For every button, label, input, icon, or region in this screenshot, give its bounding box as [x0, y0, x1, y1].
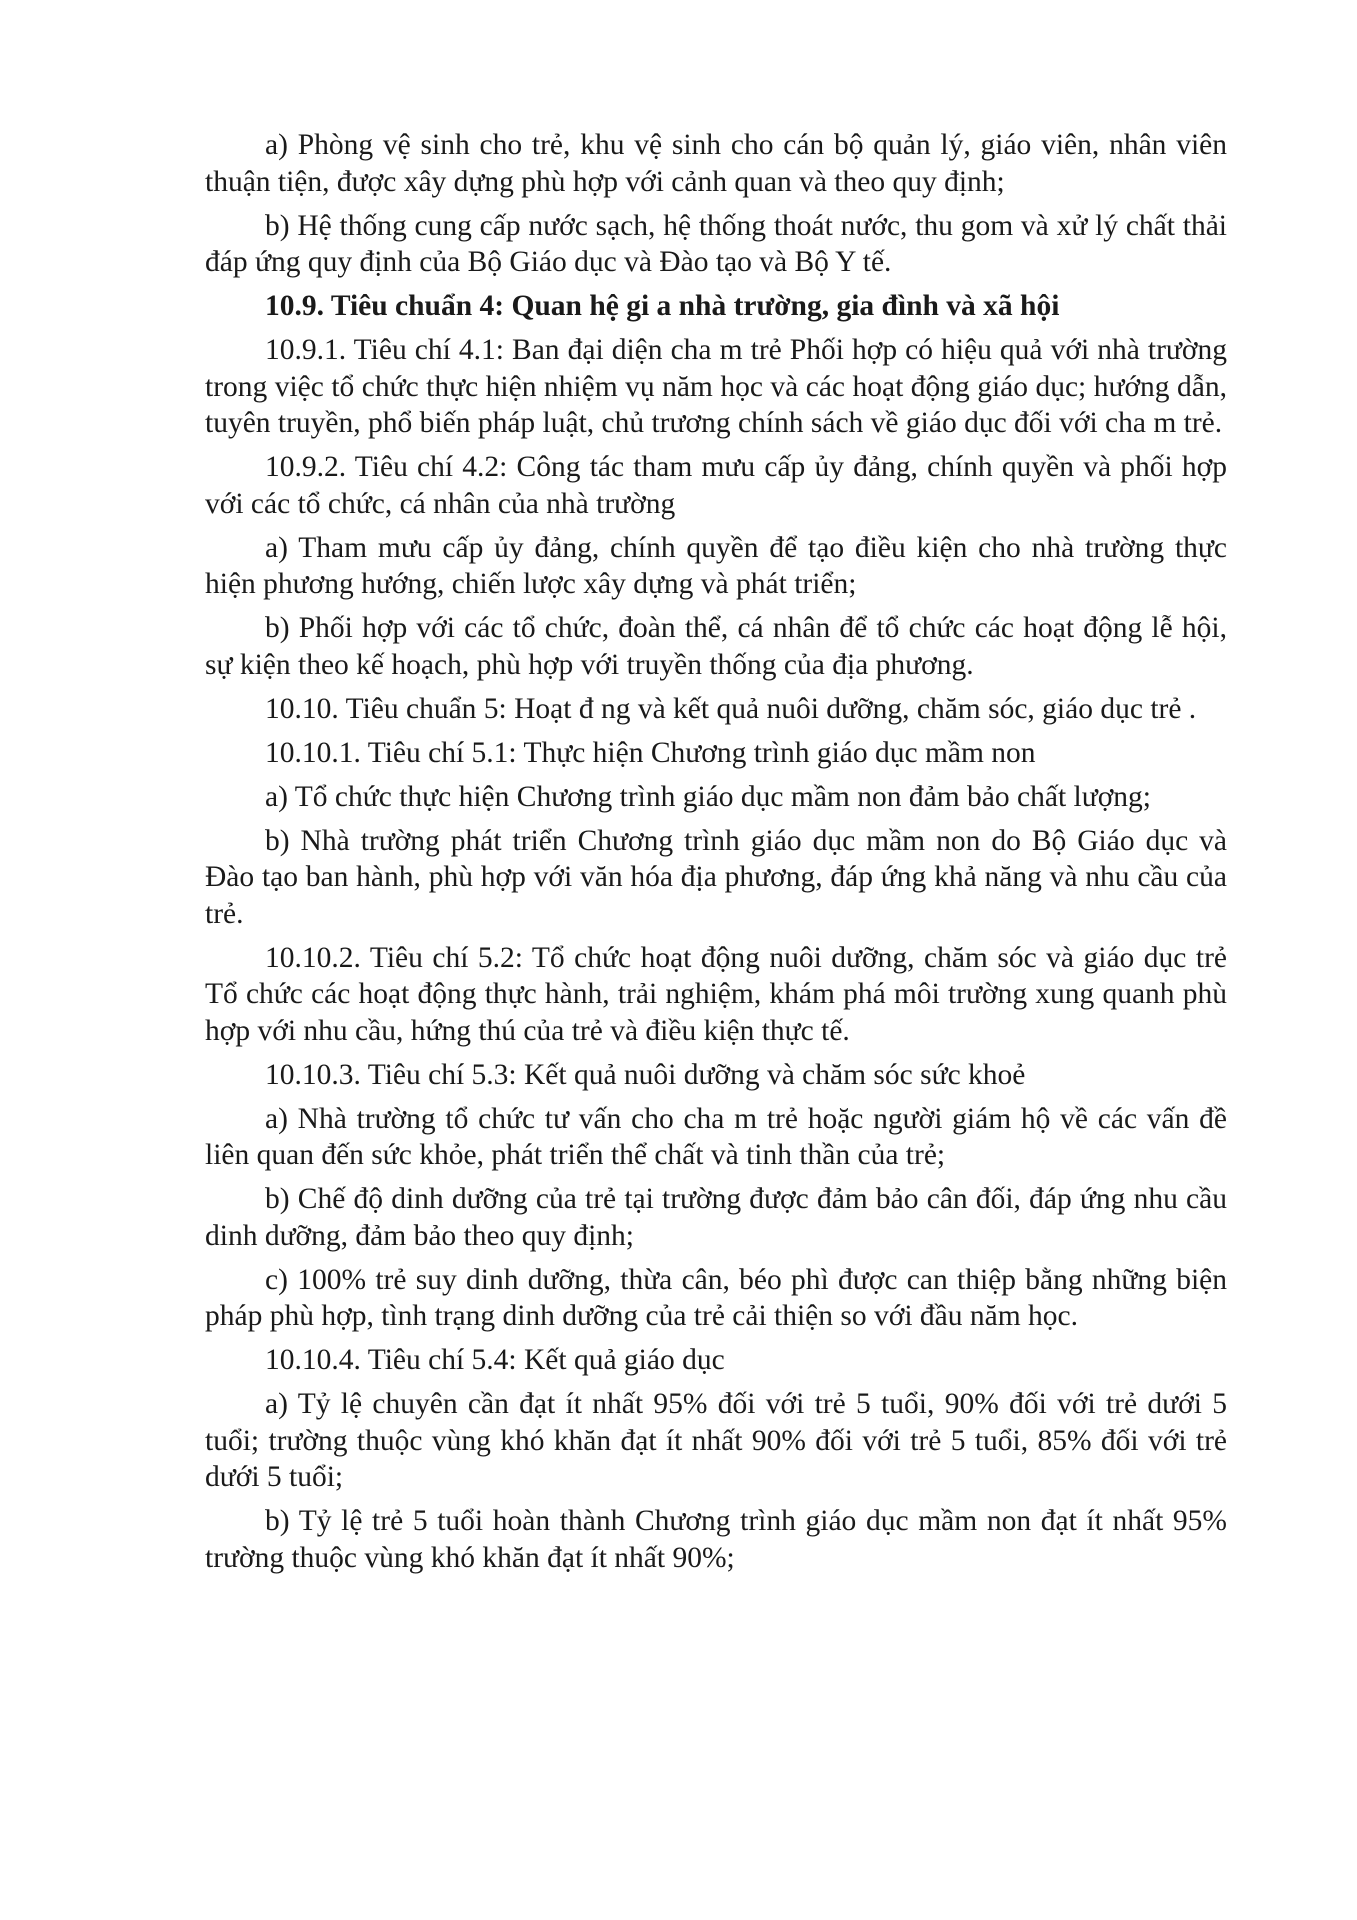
paragraph-criterion-5-1: 10.10.1. Tiêu chí 5.1: Thực hiện Chương trình giáo dục mầm non — [265, 736, 1036, 769]
section-heading-standard-5: 10.10. Tiêu chuẩn 5: Hoạt đ ng và kết quả nuôi dưỡng, chăm sóc, giáo dục trẻ . — [265, 692, 1197, 725]
paragraph-criterion-5-4-b: b) Tỷ lệ trẻ 5 tuổi hoàn thành Chương trình giáo dục mầm non đạt ít nhất 95% trường thuộc vùng khó khăn đạt ít nhất 90%; — [205, 1505, 1227, 1574]
paragraph-criterion-4-2: 10.9.2. Tiêu chí 4.2: Công tác tham mưu cấp ủy đảng, chính quyền và phối hợp với các tổ chức, cá nhân của nhà trường — [205, 451, 1227, 520]
paragraph-criterion-4-2-b: b) Phối hợp với các tổ chức, đoàn thể, cá nhân để tổ chức các hoạt động lễ hội, sự kiện theo kế hoạch, phù hợp với truyền thống của địa phương. — [205, 612, 1227, 681]
section-heading-standard-4: 10.9. Tiêu chuẩn 4: Quan hệ gi a nhà trường, gia đình và xã hội — [265, 290, 1060, 322]
paragraph-criterion-5-1-b: b) Nhà trường phát triển Chương trình giáo dục mầm non do Bộ Giáo dục và Đào tạo ban hành, phù hợp với văn hóa địa phương, đáp ứng khả năng và nhu cầu của trẻ. — [205, 824, 1227, 930]
paragraph-criterion-5-3: 10.10.3. Tiêu chí 5.3: Kết quả nuôi dưỡng và chăm sóc sức khoẻ — [265, 1058, 1026, 1091]
paragraph-criterion-5-1-a: a) Tổ chức thực hiện Chương trình giáo dục mầm non đảm bảo chất lượng; — [265, 780, 1151, 813]
paragraph-criterion-4-2-a: a) Tham mưu cấp ủy đảng, chính quyền để tạo điều kiện cho nhà trường thực hiện phương hướng, chiến lược xây dựng và phát triển; — [205, 531, 1227, 600]
paragraph-toilet-facilities: a) Phòng vệ sinh cho trẻ, khu vệ sinh cho cán bộ quản lý, giáo viên, nhân viên thuận tiện, được xây dựng phù hợp với cảnh quan và theo quy định; — [205, 129, 1227, 198]
document-page — [205, 127, 1227, 1584]
paragraph-criterion-5-3-b: b) Chế độ dinh dưỡng của trẻ tại trường được đảm bảo cân đối, đáp ứng nhu cầu dinh dưỡng, đảm bảo theo quy định; — [205, 1183, 1227, 1252]
paragraph-criterion-4-1: 10.9.1. Tiêu chí 4.1: Ban đại diện cha m trẻ Phối hợp có hiệu quả với nhà trường trong việc tổ chức thực hiện nhiệm vụ năm học và các hoạt động giáo dục; hướng dẫn, tuyên truyền, phổ biến pháp luật, chủ trương chính sách về giáo dục đối với cha m trẻ. — [205, 334, 1227, 439]
paragraph-criterion-5-2: 10.10.2. Tiêu chí 5.2: Tổ chức hoạt động nuôi dưỡng, chăm sóc và giáo dục trẻ Tổ chức các hoạt động thực hành, trải nghiệm, khám phá môi trường xung quanh phù hợp với nhu cầu, hứng thú của trẻ và điều kiện thực tế. — [205, 941, 1227, 1047]
paragraph-criterion-5-4: 10.10.4. Tiêu chí 5.4: Kết quả giáo dục — [265, 1344, 725, 1376]
paragraph-water-system: b) Hệ thống cung cấp nước sạch, hệ thống thoát nước, thu gom và xử lý chất thải đáp ứng quy định của Bộ Giáo dục và Đào tạo và Bộ Y tế. — [205, 209, 1227, 278]
paragraph-criterion-5-3-a: a) Nhà trường tổ chức tư vấn cho cha m trẻ hoặc người giám hộ về các vấn đề liên quan đến sức khỏe, phát triển thể chất và tinh thần của trẻ; — [205, 1102, 1227, 1171]
paragraph-criterion-5-3-c: c) 100% trẻ suy dinh dưỡng, thừa cân, béo phì được can thiệp bằng những biện pháp phù hợp, tình trạng dinh dưỡng của trẻ cải thiện so với đầu năm học. — [205, 1263, 1227, 1332]
paragraph-criterion-5-4-a: a) Tỷ lệ chuyên cần đạt ít nhất 95% đối với trẻ 5 tuổi, 90% đối với trẻ dưới 5 tuổi; trường thuộc vùng khó khăn đạt ít nhất 90% đối với trẻ 5 tuổi, 85% đối với trẻ dưới 5 tuổi; — [205, 1388, 1227, 1493]
